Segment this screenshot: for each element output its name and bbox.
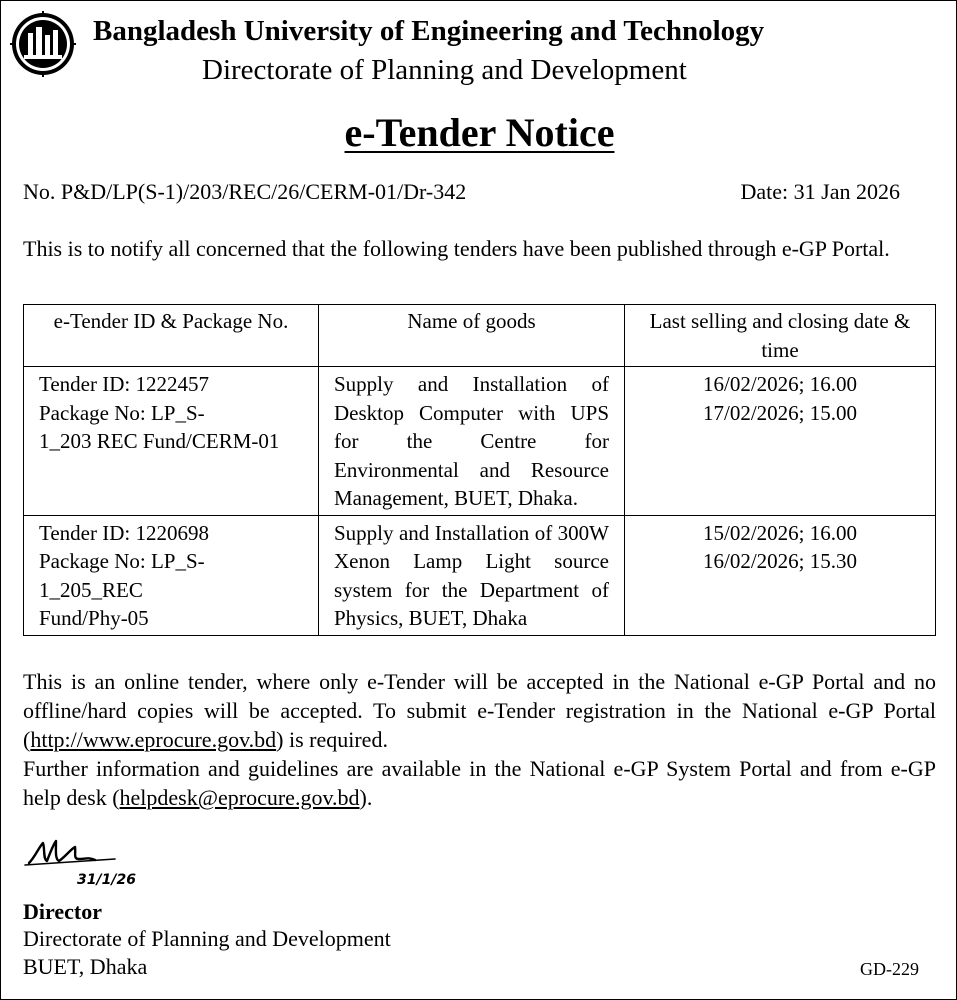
goods-cell: Supply and Installation of Desktop Computer with UPS for the Centre for Environmental and Resource Management, BUET, Dhaka. [319,367,625,516]
notice-date: Date: 31 Jan 2026 [740,179,900,204]
last-selling-date: 15/02/2026; 16.00 [702,520,857,545]
tender-id-cell [24,367,319,516]
package-label: Package No: LP_S- [39,549,205,573]
tender-id: Tender ID: 1222457 [39,372,209,396]
last-selling-date: 16/02/2026; 16.00 [702,372,857,396]
department-name: Directorate of Planning and Development [202,54,687,86]
helpdesk-paragraph: Further information and guidelines are available in the National e-GP System Portal and from e-GP help desk (helpdesk@eprocure.gov.bd). [23,756,936,810]
closing-date: 17/02/2026; 15.00 [702,400,857,425]
signatory-role: Director [23,899,102,924]
body-text [23,667,936,812]
notice-title: e-Tender Notice [344,110,615,155]
online-tender-paragraph: This is an online tender, where only e-Tender will be accepted in the National e-GP Portal and no offline/hard copies will be accepted. To submit e-Tender registration in the National e-GP Portal (http://www.eprocure.gov.bd) is required. [23,669,936,752]
gd-code: GD-229 [860,959,919,979]
table-row [24,367,936,516]
table-header-row [24,305,936,367]
svg-text:31/1/26: 31/1/26 [77,872,136,888]
tender-id: Tender ID: 1220698 [39,520,209,545]
package-label: Package No: LP_S- [39,400,205,425]
dates-cell [625,367,936,516]
package-number: 1_205_REC [39,577,143,602]
intro-paragraph: This is to notify all concerned that the following tenders have been published through e-GP Portal. [23,236,890,261]
signatory-place: BUET, Dhaka [23,954,148,979]
tender-table [23,304,936,636]
helpdesk-email-link[interactable]: helpdesk@eprocure.gov.bd [119,785,360,810]
buet-logo-icon [10,11,76,77]
handwritten-signature [23,835,153,895]
tender-id-cell [24,515,319,635]
header-dates: Last selling and closing date & time [625,305,936,367]
signatory-department: Directorate of Planning and Development [23,926,391,951]
dates-cell [625,515,936,635]
header-tender-id: e-Tender ID & Package No. [24,305,319,367]
header-goods: Name of goods [319,305,625,367]
package-number: 1_203 REC Fund/CERM-01 [39,429,280,453]
goods-cell: Supply and Installation of 300W Xenon Lamp Light source system for the Department of Physics, BUET, Dhaka [319,515,625,635]
package-number-cont: Fund/Phy-05 [39,606,149,630]
closing-date: 16/02/2026; 15.30 [702,549,857,573]
eprocure-link[interactable]: http://www.eprocure.gov.bd [30,727,277,752]
table-row [24,515,936,635]
university-name: Bangladesh University of Engineering and Technology [93,15,765,47]
reference-number: No. P&D/LP(S-1)/203/REC/26/CERM-01/Dr-342 [23,179,467,204]
